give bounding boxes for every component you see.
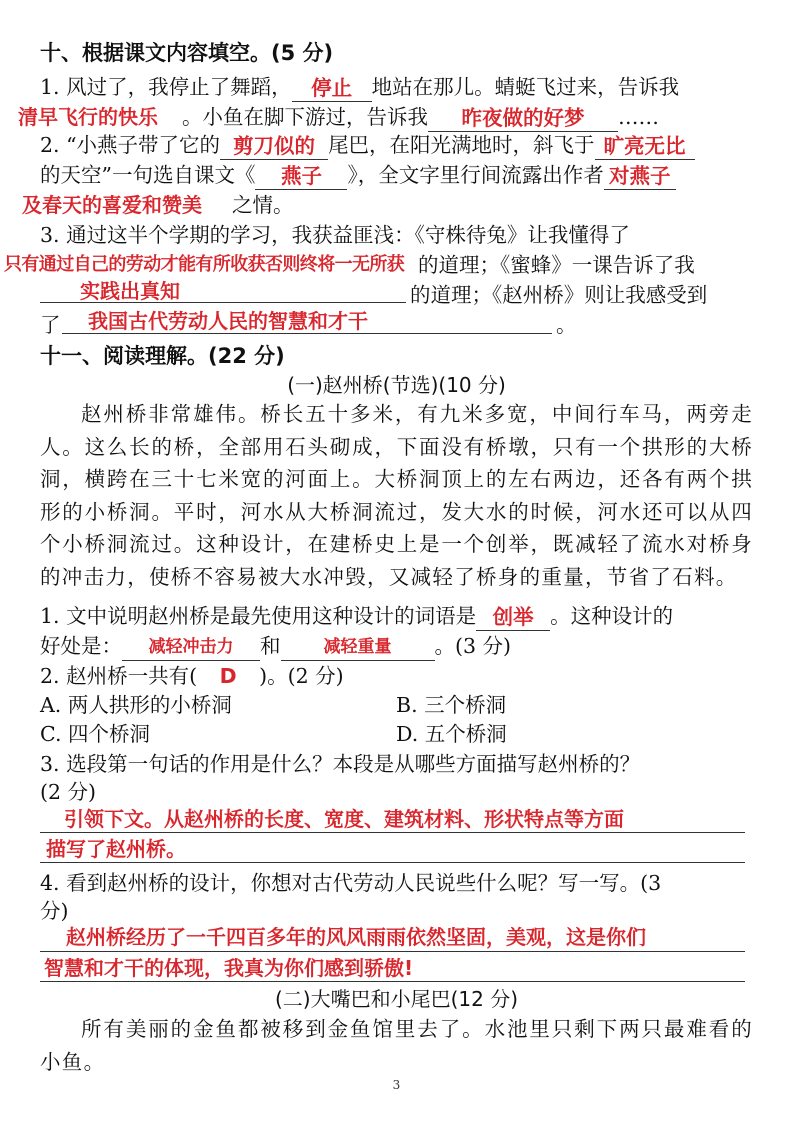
r1-q1-line2 <box>40 631 511 661</box>
s10-q2-answer-4a: 对燕子 <box>604 164 676 190</box>
r1-q2-text: )。(2 分) <box>259 664 344 688</box>
r1-q2-answer: D <box>219 664 237 688</box>
r1-q2-option-b: B. 三个桥洞 <box>396 693 507 717</box>
r1-q4-question: 4. 看到赵州桥的设计，你想对古代劳动人民说些什么呢？写一写。(3 <box>40 871 662 895</box>
s10-q2-answer-3: 燕子 <box>255 164 347 190</box>
s10-q3-line1: 3. 通过这半个学期的学习，我获益匪浅：《守株待兔》让我懂得了 <box>40 223 630 247</box>
s10-q1-answer-1: 停止 <box>292 76 372 102</box>
r1-q3-question: 3. 选段第一句话的作用是什么？本段是从哪些方面描写赵州桥的？ <box>40 752 641 776</box>
s10-q3-text: 了 <box>40 313 61 337</box>
s10-q1-text: 1. 风过了，我停止了舞蹈， <box>40 75 292 99</box>
r1-q3-score: (2 分) <box>40 780 97 804</box>
reading-1-passage: 赵州桥非常雄伟。桥长五十多米，有九米多宽，中间行车马，两旁走人。这么长的桥，全部用石头砌成，下面没有桥墩，只有一个拱形的大桥洞，横跨在三十七米宽的河面上。大桥洞顶上的左右两边，还各有两个拱形的小桥洞。平时，河水从大桥洞流过，发大水的时候，河水还可以从四个小桥洞流过。这种设计，在建桥史上是一个创举，既减轻了流水对桥身的冲击力，使桥不容易被大水冲毁，又减轻了桥身的重量，节省了石料。 <box>40 402 753 589</box>
s10-q2-text: 2. “小燕子带了它的 <box>40 133 221 157</box>
r1-q1-answer-1: 创举 <box>476 605 550 631</box>
s10-q1-line1 <box>40 72 679 102</box>
r1-q2-option-d: D. 五个桥洞 <box>396 722 507 746</box>
page-number: 3 <box>392 1078 401 1092</box>
r1-q1-text: 好处是： <box>40 634 122 658</box>
r1-q2-text: 2. 赵州桥一共有( <box>40 664 198 688</box>
s10-q2-text-end: 之情。 <box>232 193 294 217</box>
s10-q2-line2 <box>40 160 676 190</box>
section-11-title: 十一、阅读理解。(22 分) <box>40 344 285 368</box>
s10-q1-text: …… <box>618 105 659 129</box>
r1-q1-line1 <box>40 601 673 631</box>
reading-2-passage: 所有美丽的金鱼都被移到金鱼馆里去了。水池里只剩下两只最难看的小鱼。 <box>40 1017 753 1074</box>
s10-q1-answer-2: 清早飞行的快乐 <box>18 105 158 129</box>
r1-q4-score: 分) <box>40 899 69 923</box>
s10-q2-text: 尾巴，在阳光满地时，斜飞于 <box>328 133 595 157</box>
r1-q4-answer-1: 赵州桥经历了一千四百多年的风风雨雨依然坚固，美观，这是你们 <box>66 925 646 949</box>
s10-q3-text: 。 <box>556 313 577 337</box>
s10-q1-text: 。小鱼在脚下游过，告诉我 <box>182 105 428 129</box>
s10-q1-line2 <box>182 102 659 132</box>
reading-2-title: (二)大嘴巴和小尾巴(12 分) <box>274 987 519 1011</box>
r1-q2-option-a: A. 两人拱形的小桥洞 <box>40 693 232 717</box>
s10-q2-answer-4b: 及春天的喜爱和赞美 <box>22 193 202 217</box>
s10-q1-text: 地站在那儿。蜻蜓飞过来，告诉我 <box>371 75 680 99</box>
s10-q2-text: 》，全文字里行间流露出作者 <box>347 163 604 187</box>
s10-q2-answer-2: 旷亮无比 <box>595 134 695 160</box>
s10-q3-answer-2: 实践出真知 <box>80 279 180 303</box>
s10-q3-text: 的道理；《蜜蜂》一课告诉了我 <box>418 253 695 277</box>
r1-q4-answer-2: 智慧和才干的体现，我真为你们感到骄傲! <box>44 956 414 980</box>
s10-q1-answer-3: 昨夜做的好梦 <box>428 106 618 132</box>
s10-q2-text: 的天空”一句选自课文《 <box>40 163 256 187</box>
s10-q2-answer-1: 剪刀似的 <box>220 134 328 160</box>
r1-q1-text: 。(3 分) <box>434 634 512 658</box>
r1-q1-text: 和 <box>260 634 281 658</box>
r1-q3-answer-1: 引领下文。从赵州桥的长度、宽度、建筑材料、形状特点等方面 <box>64 807 624 831</box>
r1-q2-line <box>40 661 344 691</box>
section-10-title: 十、根据课文内容填空。(5 分) <box>40 41 334 65</box>
r1-q1-text: 1. 文中说明赵州桥是最先使用这种设计的词语是 <box>40 604 477 628</box>
r1-q3-answer-2: 描写了赵州桥。 <box>46 837 186 861</box>
s10-q3-answer-3: 我国古代劳动人民的智慧和才干 <box>88 309 368 333</box>
r1-q1-answer-2: 减轻冲击力 <box>122 635 260 661</box>
r1-q2-option-c: C. 四个桥洞 <box>40 722 150 746</box>
reading-1-title: (一)赵州桥(节选)(10 分) <box>287 373 506 397</box>
r1-q1-answer-3: 减轻重量 <box>281 635 435 661</box>
s10-q3-answer-1: 只有通过自己的劳动才能有所收获否则终将一无所获 <box>4 254 405 275</box>
s10-q3-text: 的道理；《赵州桥》则让我感受到 <box>410 283 708 307</box>
r1-q1-text: 。这种设计的 <box>550 604 674 628</box>
s10-q2-line1 <box>40 130 695 160</box>
